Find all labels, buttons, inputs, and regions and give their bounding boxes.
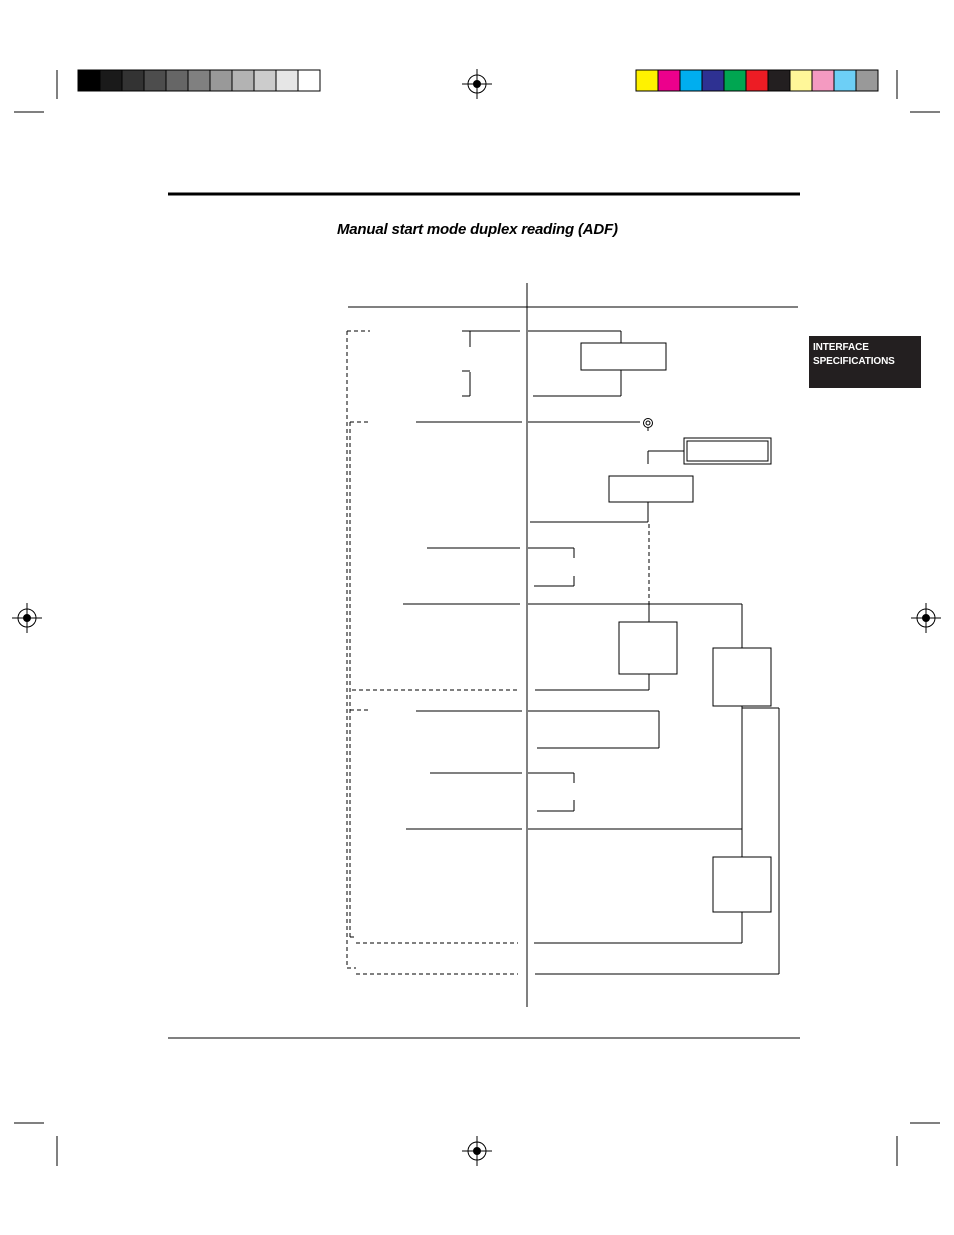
loop-bracket-inner: [350, 422, 370, 937]
gray-patch: [122, 70, 144, 91]
color-patch: [724, 70, 746, 91]
color-patch: [658, 70, 680, 91]
grayscale-calibration-bar: [78, 70, 320, 91]
color-patch: [834, 70, 856, 91]
gray-patch: [276, 70, 298, 91]
color-patch: [856, 70, 878, 91]
gray-patch: [166, 70, 188, 91]
color-patch: [636, 70, 658, 91]
section-tab-line-1: INTERFACE: [813, 342, 869, 353]
color-patch: [680, 70, 702, 91]
process-box-tall: [619, 622, 677, 674]
color-patch: [702, 70, 724, 91]
diagram-title: Manual start mode duplex reading (ADF): [337, 221, 618, 238]
section-tab-line-2: SPECIFICATIONS: [813, 356, 895, 367]
gray-patch: [78, 70, 100, 91]
manual-start-point: [644, 419, 653, 428]
color-patch: [768, 70, 790, 91]
registration-mark-left: [12, 603, 42, 633]
process-box: [581, 343, 666, 370]
process-box-tall: [713, 857, 771, 912]
color-patch: [746, 70, 768, 91]
registration-mark-bottom: [462, 1136, 492, 1166]
gray-patch: [144, 70, 166, 91]
color-patch: [812, 70, 834, 91]
registration-mark-top: [462, 69, 492, 99]
gray-patch: [232, 70, 254, 91]
registration-mark-right: [911, 603, 941, 633]
double-box: [684, 438, 771, 464]
process-box: [609, 476, 693, 502]
color-patch: [790, 70, 812, 91]
gray-patch: [188, 70, 210, 91]
gray-patch: [100, 70, 122, 91]
crop-marks: [14, 70, 940, 1166]
color-calibration-bar: [636, 70, 878, 91]
sequence-diagram: [347, 283, 798, 1007]
process-box-tall: [713, 648, 771, 706]
gray-patch: [298, 70, 320, 91]
gray-patch: [210, 70, 232, 91]
gray-patch: [254, 70, 276, 91]
